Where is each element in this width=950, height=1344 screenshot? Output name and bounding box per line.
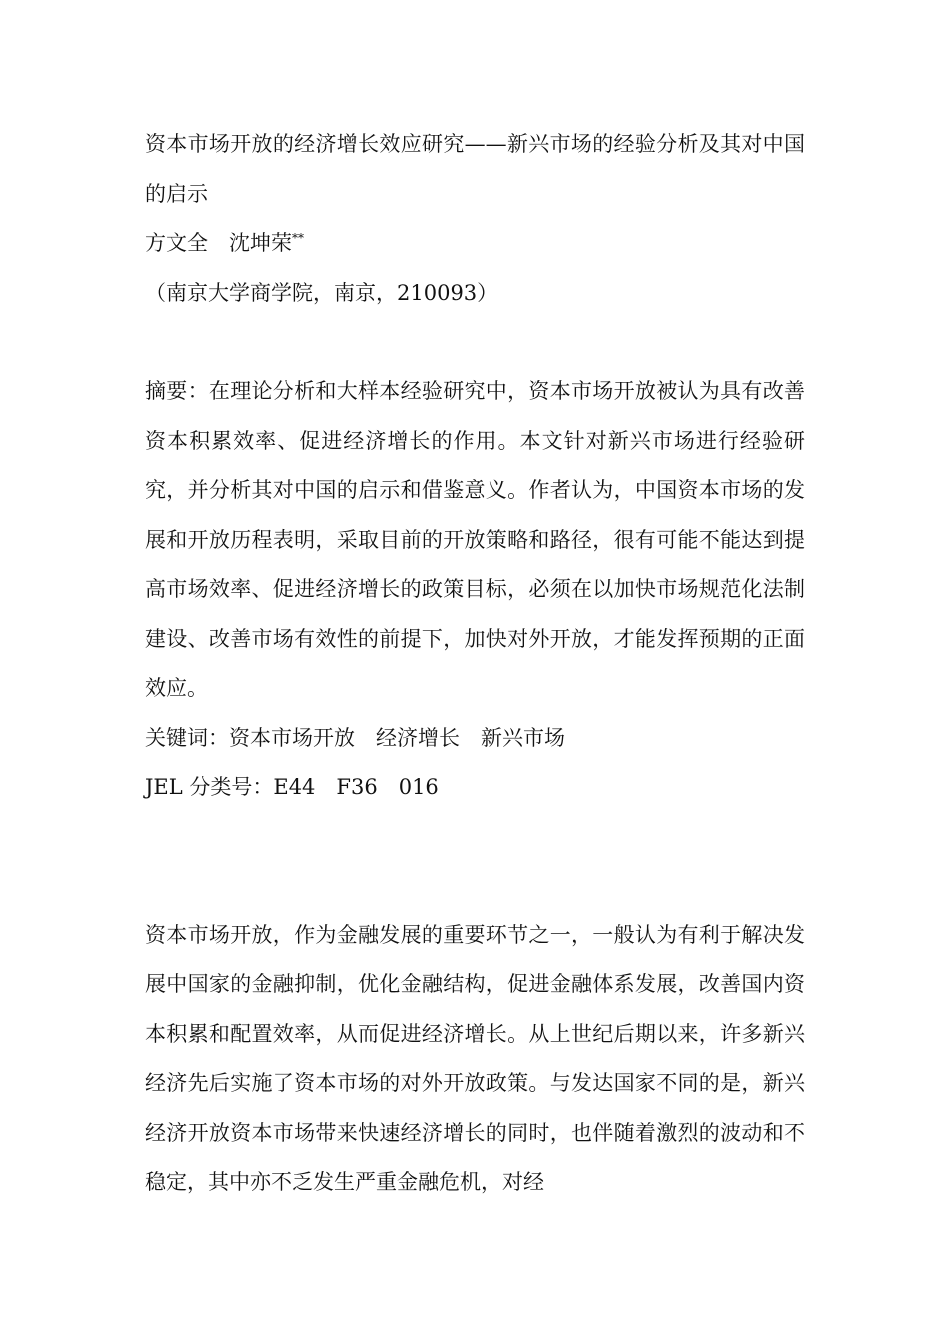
paper-page [145,120,805,1208]
keywords: 关键词：资本市场开放 经济增长 新兴市场 [145,725,565,750]
paper-authors [145,219,805,269]
body-paragraph: 资本市场开放，作为金融发展的重要环节之一，一般认为有利于解决发展中国家的金融抑制，优化金融结构，促进金融体系发展，改善国内资本积累和配置效率，从而促进经济增长。从上世纪后期以来，许多新兴经济先后实施了资本市场的对外开放政策。与发达国家不同的是，新兴经济开放资本市场带来快速经济增长的同时，也伴随着激烈的波动和不稳定，其中亦不乏发生严重金融危机，对经 [145,922,805,1194]
abstract: 摘要：在理论分析和大样本经验研究中，资本市场开放被认为具有改善资本积累效率、促进经济增长的作用。本文针对新兴市场进行经验研究，并分析其对中国的启示和借鉴意义。作者认为，中国资本市场的发展和开放历程表明，采取目前的开放策略和路径，很有可能不能达到提高市场效率、促进经济增长的政策目标，必须在以加快市场规范化法制建设、改善市场有效性的前提下，加快对外开放，才能发挥预期的正面效应。 [145,379,805,700]
paper-title: 资本市场开放的经济增长效应研究——新兴市场的经验分析及其对中国的启示 [145,132,805,206]
author-names: 方文全 沈坤荣 [145,231,292,255]
jel-classification: JEL 分类号：E44 F36 016 [145,775,439,799]
author-footnote-mark: ** [292,231,304,245]
author-affiliation: （南京大学商学院，南京，210093） [145,280,499,305]
